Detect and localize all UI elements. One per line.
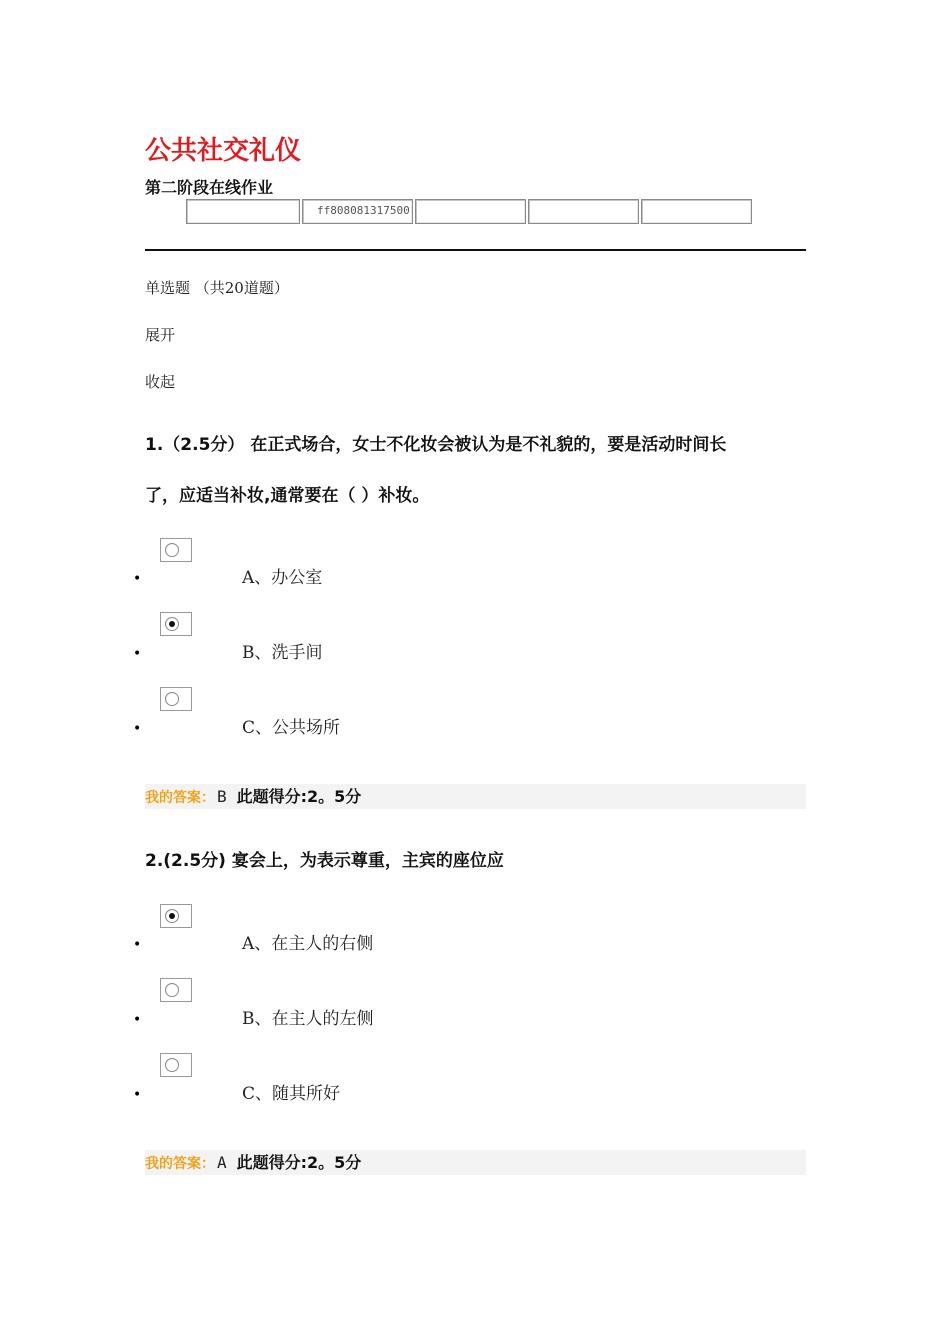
question-2-text: 2.(2.5分) 宴会上，为表示尊重，主宾的座位应	[145, 851, 504, 871]
collapse-link[interactable]: 收起	[145, 373, 176, 391]
info-field-4[interactable]	[528, 199, 639, 224]
bullet-icon: •	[133, 1012, 142, 1028]
radio-checked-icon	[165, 617, 179, 631]
info-field-3[interactable]	[415, 199, 526, 224]
question-1-option-c-label: C、公共场所	[242, 718, 341, 738]
bullet-icon: •	[133, 937, 142, 953]
question-1-text-line-1: 1.（2.5分） 在正式场合，女士不化妆会被认为是不礼貌的，要是活动时间长	[145, 435, 727, 455]
section-type-label: 单选题 （共20道题）	[145, 279, 289, 297]
question-score: 此题得分:2。5分	[236, 1153, 362, 1172]
question-2-option-a-label: A、在主人的右侧	[242, 934, 374, 954]
question-1-option-c-radio[interactable]	[160, 687, 192, 711]
question-2-option-b-label: B、在主人的左侧	[242, 1009, 374, 1029]
my-answer-label: 我的答案：	[145, 790, 215, 806]
question-2-answer-bar	[145, 1150, 806, 1175]
question-2-option-a-radio[interactable]	[160, 904, 192, 928]
my-answer-value: B	[217, 787, 227, 806]
info-field-2[interactable]: ff808081317500	[302, 199, 413, 224]
question-1-option-a-radio[interactable]	[160, 538, 192, 562]
question-1-option-b-label: B、洗手间	[242, 643, 323, 663]
my-answer-label: 我的答案：	[145, 1156, 215, 1172]
question-2-option-b-radio[interactable]	[160, 978, 192, 1002]
radio-unchecked-icon	[165, 692, 179, 706]
question-1-text-line-2: 了，应适当补妆,通常要在（ ）补妆。	[145, 486, 430, 506]
question-score: 此题得分:2。5分	[236, 787, 362, 806]
bullet-icon: •	[133, 571, 142, 587]
assignment-subtitle: 第二阶段在线作业	[145, 178, 274, 197]
bullet-icon: •	[133, 1087, 142, 1103]
radio-unchecked-icon	[165, 1058, 179, 1072]
bullet-icon: •	[133, 721, 142, 737]
my-answer-value: A	[217, 1153, 227, 1172]
question-2-option-c-radio[interactable]	[160, 1053, 192, 1077]
info-field-1[interactable]	[186, 199, 300, 224]
question-1-answer-bar	[145, 784, 806, 809]
radio-unchecked-icon	[165, 543, 179, 557]
page-title: 公共社交礼仪	[145, 136, 302, 166]
question-1-option-b-radio[interactable]	[160, 612, 192, 636]
radio-checked-icon	[165, 909, 179, 923]
bullet-icon: •	[133, 646, 142, 662]
radio-unchecked-icon	[165, 983, 179, 997]
expand-link[interactable]: 展开	[145, 326, 176, 344]
info-field-row	[186, 199, 754, 228]
header-divider	[145, 249, 806, 251]
question-1-option-a-label: A、办公室	[242, 568, 323, 588]
question-2-option-c-label: C、随其所好	[242, 1084, 341, 1104]
info-field-5[interactable]	[641, 199, 752, 224]
